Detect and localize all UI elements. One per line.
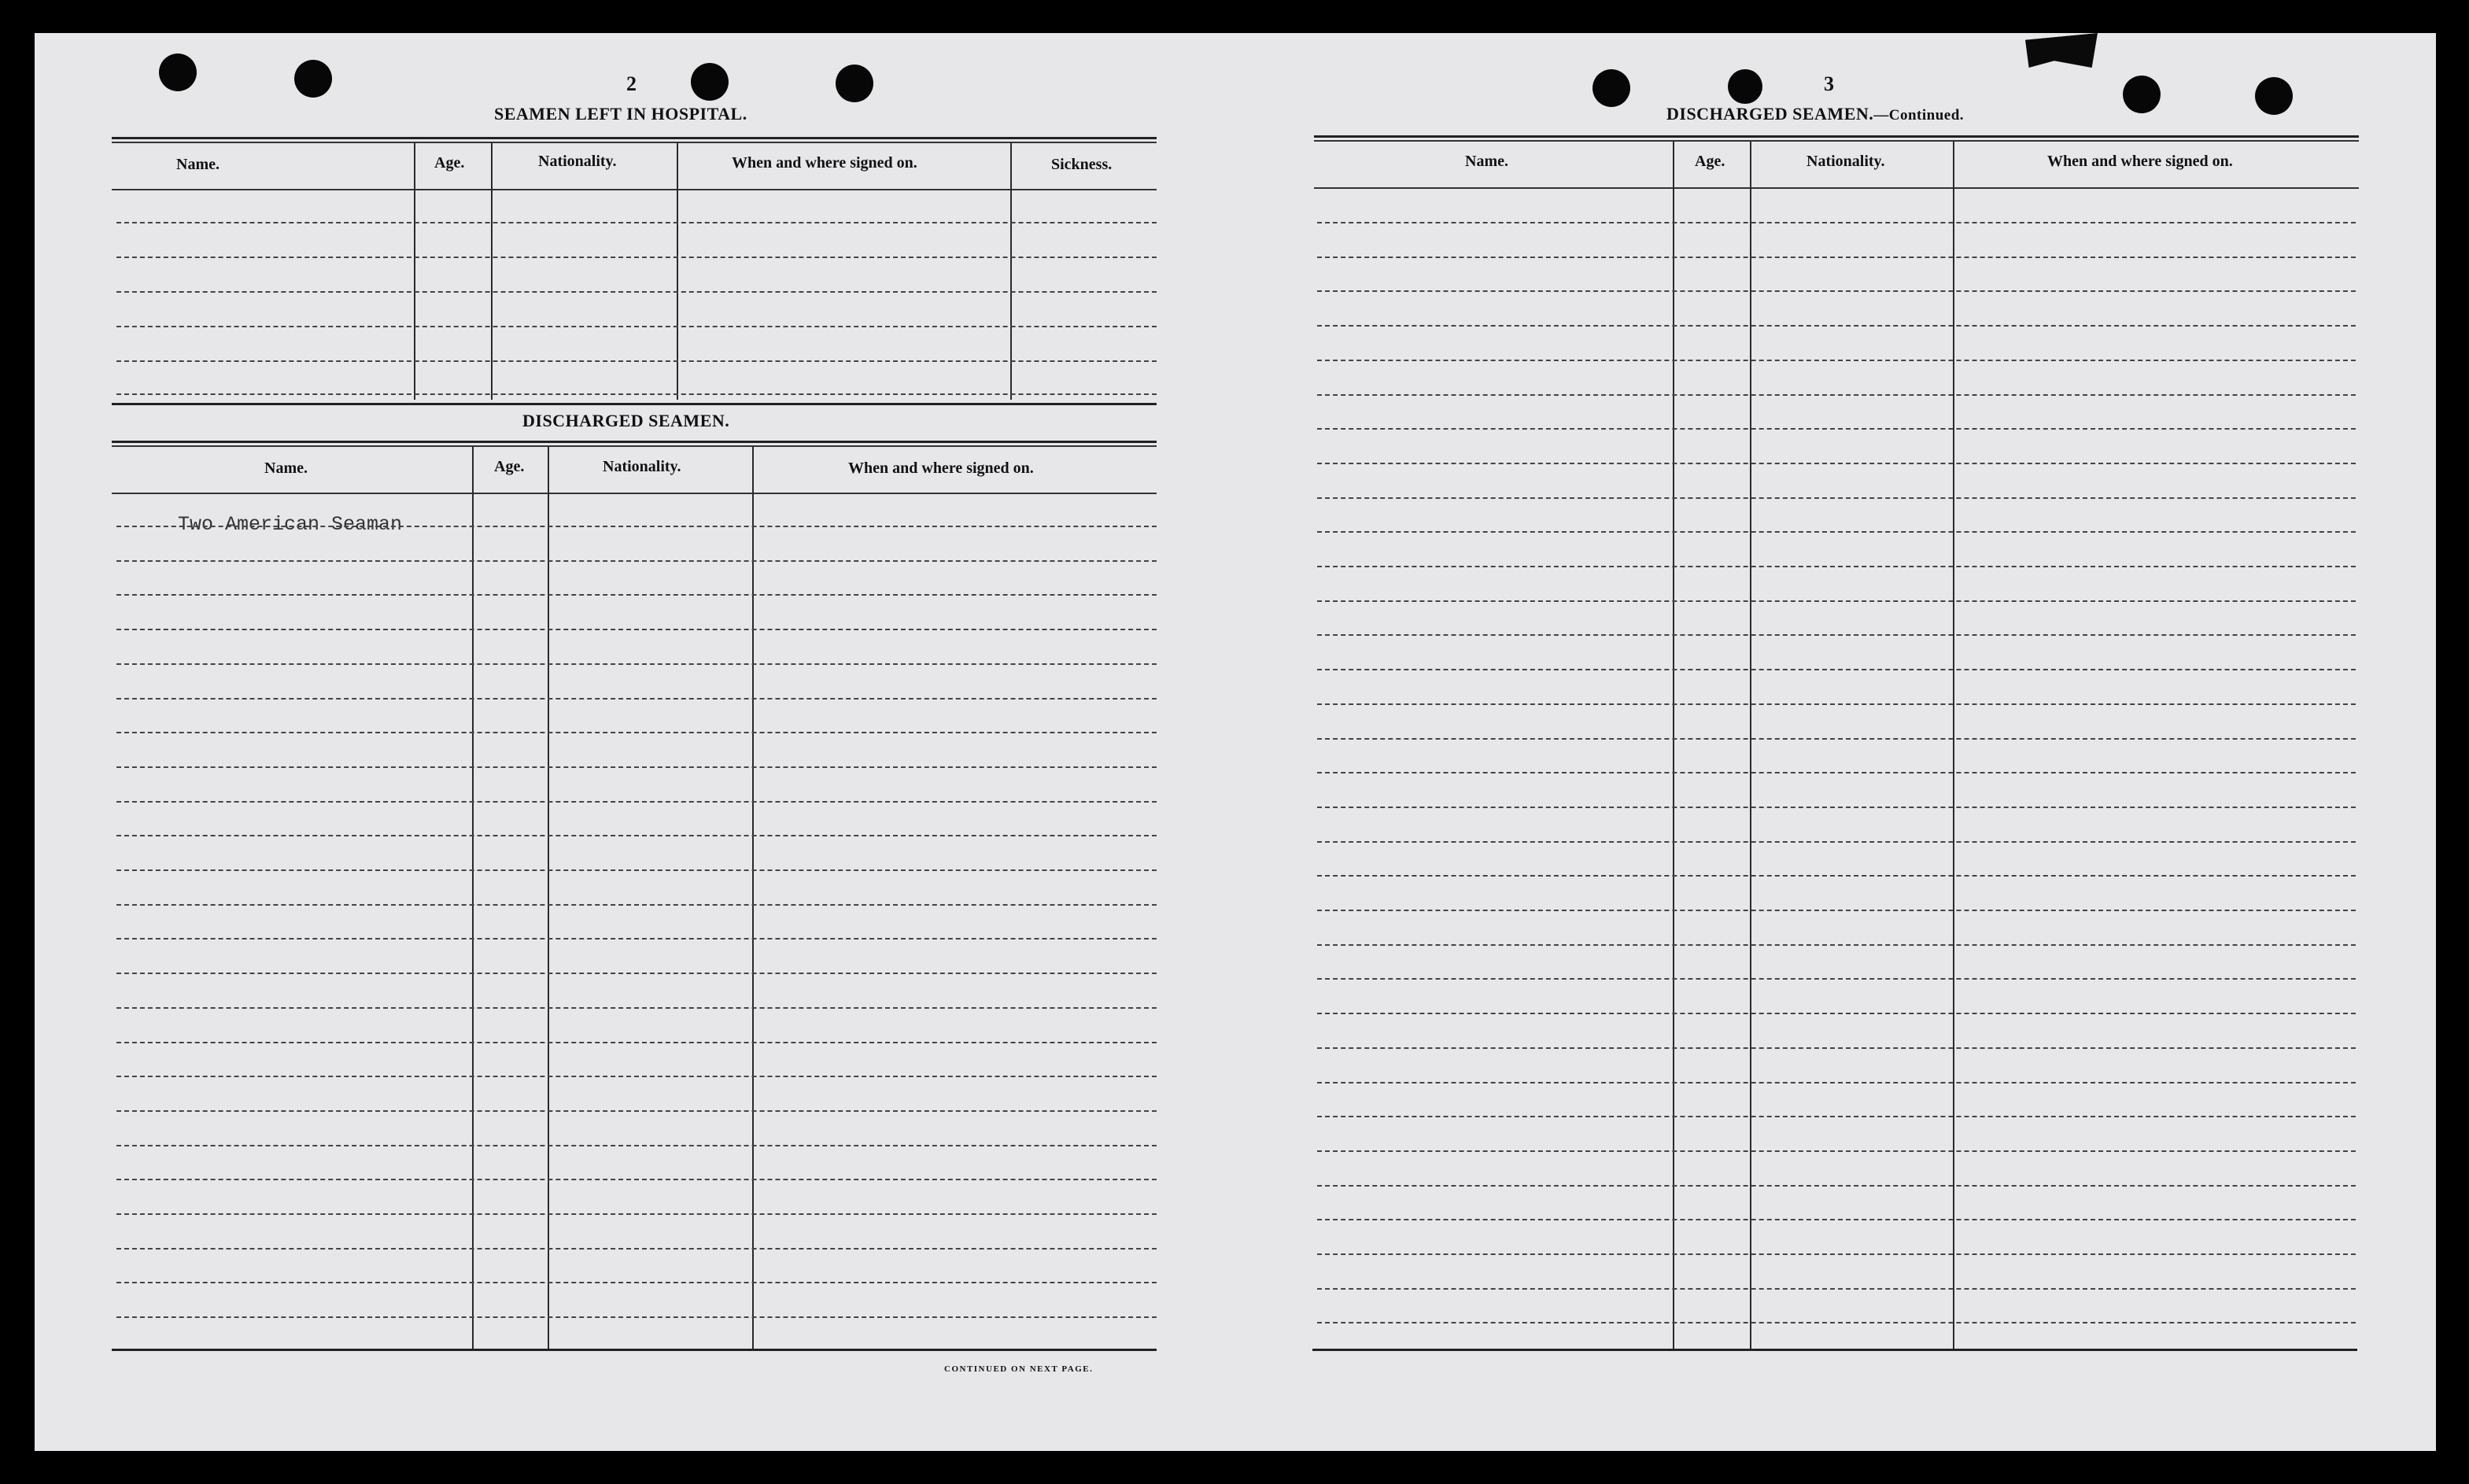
entry-line bbox=[1317, 738, 2356, 740]
entry-line bbox=[116, 766, 1157, 768]
entry-line bbox=[116, 629, 1157, 630]
entry-line bbox=[1317, 875, 2356, 877]
entry-line bbox=[1317, 1116, 2356, 1117]
entry-line bbox=[1317, 944, 2356, 946]
entry-line bbox=[1317, 463, 2356, 464]
continued-note: CONTINUED ON NEXT PAGE. bbox=[944, 1364, 1094, 1374]
entry-line bbox=[116, 938, 1157, 939]
entry-line bbox=[1317, 428, 2356, 430]
header-nationality: Nationality. bbox=[603, 458, 681, 475]
discharged-continued-title bbox=[1666, 104, 1964, 124]
entry-line bbox=[1317, 703, 2356, 705]
entry-line bbox=[116, 1179, 1157, 1180]
title-suffix: —Continued. bbox=[1873, 107, 1965, 124]
entry-line bbox=[116, 222, 1157, 223]
ledger-sheet bbox=[35, 33, 2436, 1451]
entry-line bbox=[116, 663, 1157, 665]
entry-line bbox=[116, 594, 1157, 596]
rule bbox=[112, 189, 1157, 190]
entry-line bbox=[116, 1213, 1157, 1215]
ink-blot bbox=[2025, 33, 2098, 68]
header-signed-on: When and where signed on. bbox=[732, 154, 917, 172]
entry-line bbox=[1317, 634, 2356, 636]
rule bbox=[112, 1349, 1157, 1351]
header-name: Name. bbox=[1465, 153, 1508, 170]
page-number: 2 bbox=[626, 72, 637, 95]
rule bbox=[112, 493, 1157, 494]
hospital-section-title: SEAMEN LEFT IN HOSPITAL. bbox=[494, 104, 747, 124]
entry-line bbox=[1317, 910, 2356, 911]
header-signed-on: When and where signed on. bbox=[2047, 153, 2233, 170]
entry-line bbox=[116, 698, 1157, 700]
punch-hole bbox=[836, 65, 873, 102]
entry-line bbox=[1317, 1047, 2356, 1049]
entry-line bbox=[1317, 807, 2356, 808]
header-nationality: Nationality. bbox=[1807, 153, 1885, 170]
header-signed-on: When and where signed on. bbox=[848, 460, 1034, 477]
entry-line bbox=[116, 869, 1157, 871]
rule bbox=[1314, 135, 2359, 138]
punch-hole bbox=[294, 60, 332, 98]
punch-hole bbox=[1728, 69, 1762, 104]
entry-line bbox=[1317, 1219, 2356, 1220]
entry-line bbox=[1317, 600, 2356, 602]
entry-line bbox=[116, 1110, 1157, 1112]
entry-line bbox=[116, 1007, 1157, 1009]
entry-line bbox=[116, 1248, 1157, 1250]
entry-line bbox=[1317, 566, 2356, 567]
entry-line bbox=[116, 801, 1157, 803]
header-sickness: Sickness. bbox=[1051, 156, 1113, 173]
entry-line bbox=[1317, 978, 2356, 980]
entry-line bbox=[116, 560, 1157, 562]
entry-line bbox=[116, 1145, 1157, 1146]
column-divider bbox=[1673, 142, 1674, 1350]
entry-line bbox=[1317, 841, 2356, 843]
punch-hole bbox=[1592, 69, 1630, 107]
discharged-section-title: DISCHARGED SEAMEN. bbox=[522, 411, 730, 430]
rule bbox=[1312, 1349, 2357, 1351]
discharged-entry-name: Two American Seaman bbox=[178, 513, 403, 536]
entry-line bbox=[1317, 394, 2356, 396]
punch-hole bbox=[2123, 76, 2161, 113]
punch-hole bbox=[159, 54, 197, 91]
entry-line bbox=[116, 526, 1157, 527]
entry-line bbox=[116, 1316, 1157, 1318]
entry-line bbox=[1317, 1150, 2356, 1152]
entry-line bbox=[116, 973, 1157, 974]
entry-line bbox=[116, 291, 1157, 293]
rule bbox=[112, 441, 1157, 443]
header-name: Name. bbox=[264, 460, 308, 477]
entry-line bbox=[116, 1042, 1157, 1043]
rule bbox=[112, 137, 1157, 139]
entry-line bbox=[116, 835, 1157, 836]
header-age: Age. bbox=[494, 458, 525, 475]
entry-line bbox=[1317, 669, 2356, 670]
header-nationality: Nationality. bbox=[538, 153, 617, 170]
column-divider bbox=[1953, 142, 1954, 1350]
header-age: Age. bbox=[1695, 153, 1725, 170]
column-divider bbox=[1750, 142, 1751, 1350]
entry-line bbox=[1317, 257, 2356, 258]
entry-line bbox=[116, 1282, 1157, 1283]
entry-line bbox=[116, 904, 1157, 906]
entry-line bbox=[116, 732, 1157, 733]
entry-line bbox=[1317, 1253, 2356, 1255]
header-name: Name. bbox=[176, 156, 220, 173]
entry-line bbox=[1317, 497, 2356, 499]
entry-line bbox=[1317, 772, 2356, 773]
entry-line bbox=[1317, 290, 2356, 292]
entry-line bbox=[1317, 360, 2356, 361]
entry-line bbox=[1317, 1013, 2356, 1014]
rule bbox=[112, 445, 1157, 447]
punch-hole bbox=[691, 63, 729, 101]
rule bbox=[1314, 187, 2359, 189]
entry-line bbox=[116, 326, 1157, 327]
entry-line bbox=[1317, 222, 2356, 223]
page-number: 3 bbox=[1824, 72, 1834, 95]
entry-line bbox=[116, 360, 1157, 362]
entry-line bbox=[116, 393, 1157, 395]
entry-line bbox=[1317, 531, 2356, 533]
rule bbox=[112, 403, 1157, 405]
entry-line bbox=[1317, 1322, 2356, 1323]
header-age: Age. bbox=[434, 154, 465, 172]
entry-line bbox=[116, 1076, 1157, 1077]
rule bbox=[112, 142, 1157, 143]
punch-hole bbox=[2255, 77, 2293, 115]
entry-line bbox=[1317, 1082, 2356, 1083]
entry-line bbox=[1317, 1288, 2356, 1290]
title-text: DISCHARGED SEAMEN. bbox=[1666, 104, 1874, 124]
entry-line bbox=[116, 257, 1157, 258]
entry-line bbox=[1317, 325, 2356, 327]
entry-line bbox=[1317, 1185, 2356, 1187]
rule bbox=[1314, 140, 2359, 142]
